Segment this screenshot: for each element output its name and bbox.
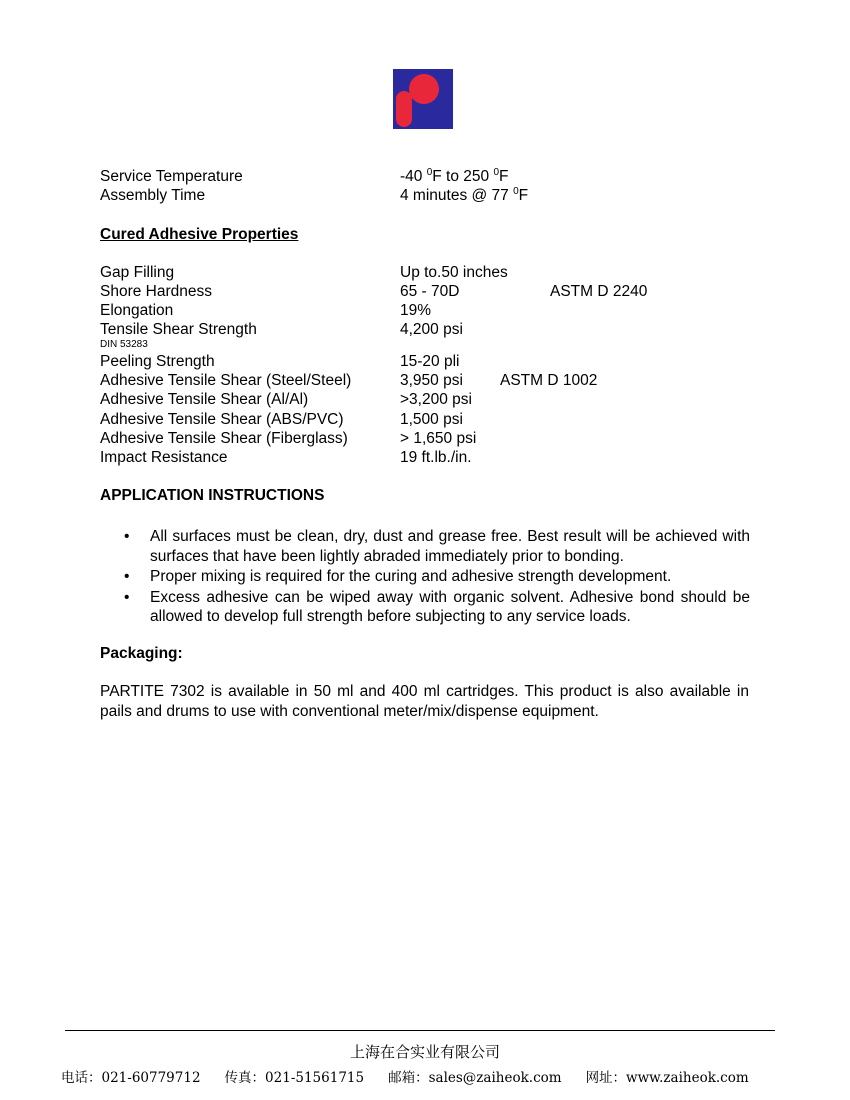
- spec-row-gap-filling: [100, 263, 508, 282]
- spec-row-tensile-shear-strength: [100, 320, 463, 339]
- spec-label: Peeling Strength: [100, 353, 215, 370]
- spec-row-al-al: [100, 390, 472, 409]
- footer-phone: 电话：021-60779712: [61, 1070, 201, 1086]
- spec-value: 65 - 70D: [400, 283, 460, 300]
- logo-ball: [409, 74, 439, 104]
- list-item: • Proper mixing is required for the curing and adhesive strength development.: [124, 568, 672, 585]
- spec-label: Assembly Time: [100, 187, 206, 204]
- bullet-icon: •: [124, 588, 130, 606]
- spec-value: > 1,650 psi: [400, 430, 477, 447]
- din-note: DIN 53283: [100, 339, 148, 350]
- spec-value: 15-20 pli: [400, 353, 460, 370]
- footer-fax: 传真：021-51561715: [224, 1070, 365, 1086]
- spec-label: Gap Filling: [100, 264, 175, 281]
- spec-label: Adhesive Tensile Shear (ABS/PVC): [100, 411, 344, 428]
- spec-value: 4,200 psi: [400, 321, 463, 338]
- spec-standard: ASTM D 1002: [500, 372, 598, 389]
- spec-label: Tensile Shear Strength: [100, 321, 257, 338]
- list-item: • Excess adhesive can be wiped away with organic solvent. Adhesive bond should be allowed to develop full strength before subjecting to any service loads.: [124, 588, 750, 625]
- bullet-icon: •: [124, 568, 130, 585]
- footer-company-name: 上海在合实业有限公司: [349, 1043, 500, 1061]
- list-item: • All surfaces must be clean, dry, dust and grease free. Best result will be achieved with surfaces that have been lightly abraded immediately prior to bonding.: [124, 528, 750, 565]
- company-logo: [393, 69, 453, 129]
- spec-row-service-temperature: [100, 167, 509, 186]
- spec-value: >3,200 psi: [400, 391, 472, 408]
- packaging-heading: Packaging:: [100, 645, 183, 662]
- logo-stem: [396, 91, 412, 127]
- spec-value: 1,500 psi: [400, 411, 463, 428]
- bullet-icon: •: [124, 528, 130, 545]
- packaging-paragraph: PARTITE 7302 is available in 50 ml and 400 ml cartridges. This product is also available in pails and drums to use with conventional meter/mix/dispense equipment.: [100, 683, 749, 720]
- footer-contact-line: [61, 1068, 749, 1088]
- spec-label: Adhesive Tensile Shear (Fiberglass): [100, 430, 348, 447]
- spec-row-impact-resistance: [100, 448, 472, 467]
- spec-label: Service Temperature: [100, 168, 243, 185]
- footer-divider: [65, 1030, 775, 1031]
- spec-value: 19 ft.lb./in.: [400, 449, 472, 466]
- spec-value: -40 $^0$F to 250 $^0$F: [400, 167, 509, 185]
- spec-label: Adhesive Tensile Shear (Al/Al): [100, 391, 309, 408]
- spec-row-fiberglass: [100, 429, 477, 448]
- spec-row-elongation: [100, 301, 432, 320]
- spec-row-assembly-time: [100, 186, 529, 205]
- spec-row-peeling-strength: [100, 352, 460, 371]
- spec-label: Impact Resistance: [100, 449, 228, 466]
- spec-label: Adhesive Tensile Shear (Steel/Steel): [100, 372, 352, 389]
- spec-standard: ASTM D 2240: [550, 283, 648, 300]
- spec-value: Up to.50 inches: [400, 264, 508, 281]
- spec-row-steel-steel: [100, 371, 598, 390]
- spec-row-shore-hardness: [100, 282, 648, 301]
- footer-website[interactable]: 网址：www.zaiheok.com: [585, 1070, 749, 1086]
- spec-row-abs-pvc: [100, 410, 463, 429]
- instructions-list: [100, 527, 750, 628]
- cured-properties-heading: Cured Adhesive Properties: [100, 226, 299, 243]
- spec-label: Shore Hardness: [100, 283, 213, 300]
- spec-value: 4 minutes @ 77 $^0$F: [400, 186, 529, 204]
- footer-email[interactable]: 邮箱：sales@zaiheok.com: [388, 1070, 562, 1086]
- spec-value: 3,950 psi: [400, 372, 463, 389]
- application-heading: APPLICATION INSTRUCTIONS: [100, 487, 325, 504]
- spec-value: 19%: [400, 302, 432, 319]
- spec-label: Elongation: [100, 302, 174, 319]
